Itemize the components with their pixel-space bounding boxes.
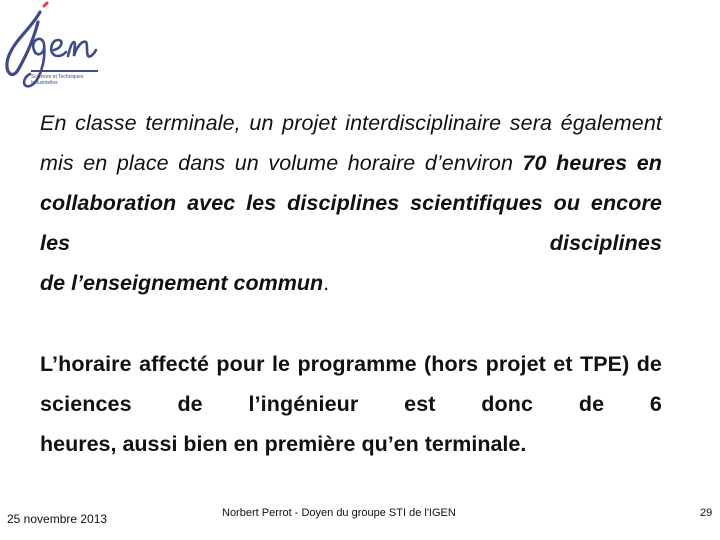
page-number: 29 <box>700 507 713 519</box>
logo-subtitle: Sciences et Techniques Industrielles <box>31 74 84 86</box>
paragraph-1-tail: . <box>323 271 330 295</box>
paragraph-1-last-line <box>40 263 329 303</box>
logo-divider <box>31 70 98 72</box>
paragraph-1-bold-italic: 70 heures en collaboration avec les disciplines scientifiques ou encore les disciplines <box>40 151 662 255</box>
paragraph-2-last-line: heures, aussi bien en première qu’en terminale. <box>40 432 527 456</box>
footer-author: Norbert Perrot - Doyen du groupe STI de l'IGEN <box>222 507 456 519</box>
paragraph-1 <box>40 103 662 263</box>
paragraph-2: L’horaire affecté pour le programme (hors projet et TPE) de sciences de l’ingénieur est donc de 6 <box>40 352 662 416</box>
paragraph-1-bold-italic-end: de l’enseignement commun <box>40 271 324 295</box>
igen-logo <box>0 0 110 92</box>
paragraph-1-italic: En classe terminale, un projet interdisciplinaire sera également mis en place dans un volume horaire d’environ <box>40 111 662 175</box>
footer-date: 25 novembre 2013 <box>7 512 108 526</box>
